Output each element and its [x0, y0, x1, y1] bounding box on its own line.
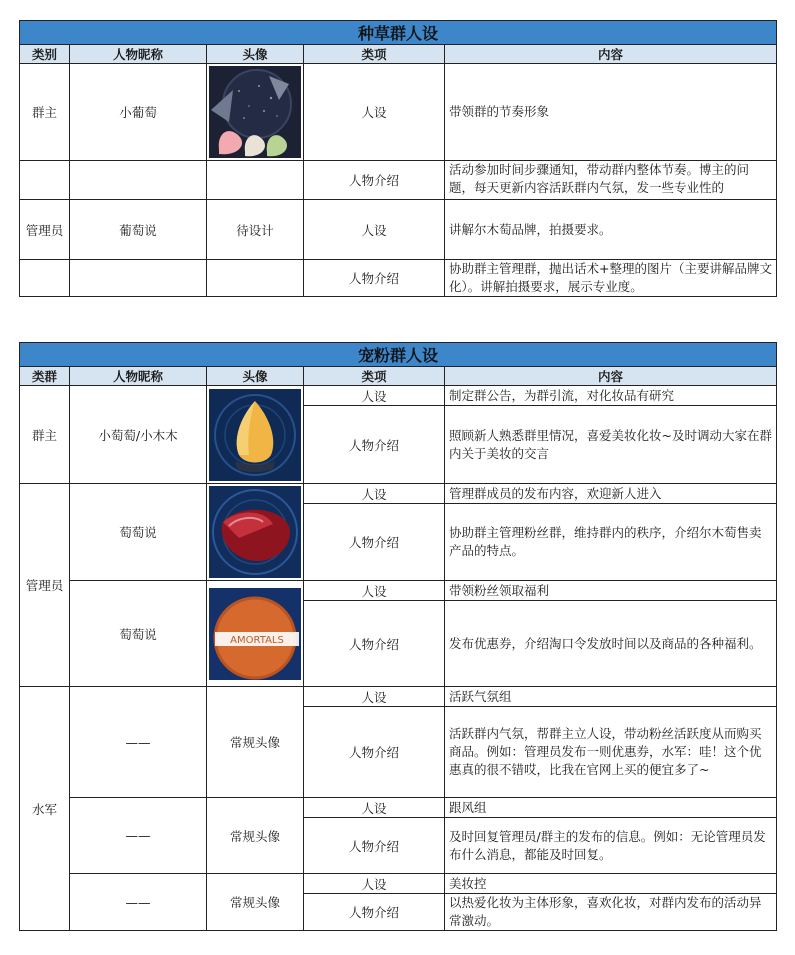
avatar-cell: [207, 581, 304, 687]
category-cell: [20, 260, 70, 297]
nickname-cell: ——: [70, 874, 207, 931]
content-cell: 以热爱化妆为主体形象，喜欢化妆，对群内发布的活动异常激动。: [445, 894, 777, 931]
item-cell: 人设: [304, 200, 445, 260]
content-cell: 制定群公告，为群引流，对化妆品有研究: [445, 386, 777, 406]
nickname-cell: ——: [70, 798, 207, 874]
item-cell: 人设: [304, 798, 445, 818]
content-cell: 照顾新人熟悉群里情况，喜爱美妆化妆~及时调动大家在群内关于美妆的交言: [445, 406, 777, 484]
avatar-logo-text: AMORTALS: [230, 634, 284, 646]
avatar-cell: [207, 386, 304, 484]
avatar-red-sponge-icon: [209, 486, 301, 578]
item-cell: 人设: [304, 484, 445, 504]
item-cell: 人设: [304, 874, 445, 894]
col-header-category: 类群: [20, 367, 70, 386]
content-cell: 发布优惠券，介绍淘口令发放时间以及商品的各种福利。: [445, 601, 777, 687]
item-cell: 人设: [304, 64, 445, 161]
nickname-cell: 萄萄说: [70, 581, 207, 687]
item-cell: 人设: [304, 386, 445, 406]
col-header-avatar: 头像: [207, 367, 304, 386]
avatar-sponges-dark-icon: [209, 66, 301, 158]
table-row: [20, 484, 777, 504]
col-header-nickname: 人物昵称: [70, 367, 207, 386]
item-cell: 人物介绍: [304, 161, 445, 200]
table-title: 宠粉群人设: [20, 343, 777, 367]
nickname-cell: [70, 260, 207, 297]
content-cell: 美妆控: [445, 874, 777, 894]
table-fan-group: [19, 342, 777, 931]
col-header-avatar: 头像: [207, 45, 304, 64]
nickname-cell: 葡萄说: [70, 200, 207, 260]
avatar-cell: [207, 161, 304, 200]
nickname-cell: [70, 161, 207, 200]
item-cell: 人物介绍: [304, 406, 445, 484]
avatar-yellow-sponge-icon: [209, 389, 301, 481]
category-cell: 管理员: [20, 200, 70, 260]
content-cell: 活跃气氛组: [445, 687, 777, 707]
table-row: [20, 64, 777, 161]
avatar-cell: [207, 64, 304, 161]
col-header-category: 类别: [20, 45, 70, 64]
item-cell: 人设: [304, 687, 445, 707]
item-cell: 人物介绍: [304, 260, 445, 297]
avatar-cell: 常规头像: [207, 874, 304, 931]
item-cell: 人物介绍: [304, 707, 445, 798]
col-header-item: 类项: [304, 45, 445, 64]
table-row: [20, 260, 777, 297]
content-cell: 协助群主管理群，抛出话术+整理的图片（主要讲解品牌文化）。讲解拍摄要求，展示专业度。: [445, 260, 777, 297]
category-cell: 群主: [20, 386, 70, 484]
col-header-nickname: 人物昵称: [70, 45, 207, 64]
table-row: [20, 874, 777, 894]
content-cell: 讲解尔木萄品牌，拍摄要求。: [445, 200, 777, 260]
table-row: [20, 161, 777, 200]
content-cell: 带领群的节奏形象: [445, 64, 777, 161]
category-cell: 管理员: [20, 484, 70, 687]
content-cell: [445, 161, 777, 200]
nickname-cell: ——: [70, 687, 207, 798]
content-text: 活动参加时间步骤通知，带动群内整体节奏。博主的问题，每天更新内容活跃群内气氛，发一些专业性的: [449, 162, 750, 195]
nickname-cell: 小萄萄/小木木: [70, 386, 207, 484]
avatar-cell: [207, 484, 304, 581]
content-cell: 跟风组: [445, 798, 777, 818]
item-cell: 人物介绍: [304, 894, 445, 931]
category-cell: 水军: [20, 687, 70, 931]
col-header-content: 内容: [445, 45, 777, 64]
category-cell: 群主: [20, 64, 70, 161]
item-cell: 人物介绍: [304, 818, 445, 874]
table-row: [20, 581, 777, 601]
table-row: [20, 200, 777, 260]
item-cell: 人物介绍: [304, 504, 445, 581]
avatar-cell: 常规头像: [207, 687, 304, 798]
content-cell: 带领粉丝领取福利: [445, 581, 777, 601]
nickname-cell: 小葡萄: [70, 64, 207, 161]
table-title: 种草群人设: [20, 21, 777, 45]
table-row: [20, 386, 777, 406]
content-cell: 管理群成员的发布内容，欢迎新人进入: [445, 484, 777, 504]
col-header-content: 内容: [445, 367, 777, 386]
table-seeding-group: [19, 20, 777, 297]
col-header-item: 类项: [304, 367, 445, 386]
content-cell: 协助群主管理粉丝群，维持群内的秩序，介绍尔木萄售卖产品的特点。: [445, 504, 777, 581]
content-cell: 及时回复管理员/群主的发布的信息。例如：无论管理员发布什么消息，都能及时回复。: [445, 818, 777, 874]
table-row: [20, 798, 777, 818]
avatar-orange-puff-icon: [209, 588, 301, 680]
avatar-cell: 常规头像: [207, 798, 304, 874]
avatar-cell: [207, 260, 304, 297]
nickname-cell: 萄萄说: [70, 484, 207, 581]
content-cell: 活跃群内气氛，帮群主立人设，带动粉丝活跃度从而购买商品。例如：管理员发布一则优惠券，水军：哇！这个优惠真的很不错哎，比我在官网上买的便宜多了~: [445, 707, 777, 798]
item-cell: 人物介绍: [304, 601, 445, 687]
item-cell: 人设: [304, 581, 445, 601]
table-row: [20, 687, 777, 707]
avatar-cell: 待设计: [207, 200, 304, 260]
category-cell: [20, 161, 70, 200]
